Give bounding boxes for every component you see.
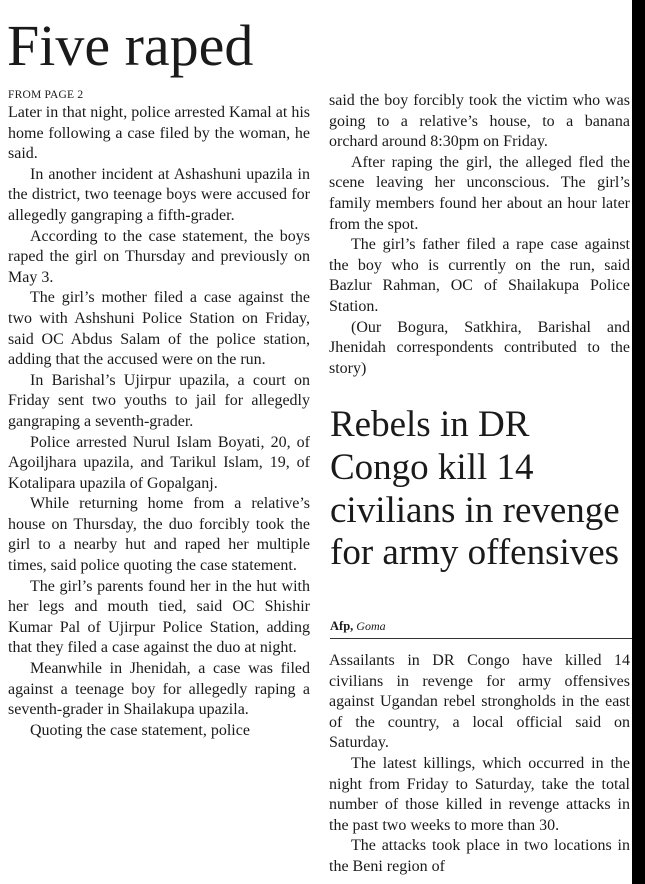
- congo-article-column: [329, 651, 630, 878]
- article-paragraph: Later in that night, police arrested Kamal at his home following a case filed by the woman, he said.: [8, 104, 310, 163]
- article-paragraph: After raping the girl, the alleged fled the scene leaving her unconscious. The girl’s family members found her about an hour later from the spot.: [329, 153, 630, 233]
- byline-agency: Afp,: [330, 619, 354, 633]
- right-article-column-continued: [329, 91, 630, 379]
- headline-rebels-dr-congo: Rebels in DR Congo kill 14 civilians in revenge for army offensives: [330, 404, 620, 574]
- article-paragraph: said the boy forcibly took the victim who was going to a relative’s house, to a banana orchard around 8:30pm on Friday.: [329, 92, 630, 151]
- article-paragraph: Quoting the case statement, police: [30, 721, 250, 739]
- page-edge-bar: [632, 0, 645, 884]
- article-paragraph: In Barishal’s Ujirpur upazila, a court on Friday sent two youths to jail for allegedly gangraping a seventh-grader.: [8, 371, 310, 430]
- article-paragraph: While returning home from a relative’s house on Thursday, the duo forcibly took the girl to a nearby hut and raped her multiple times, said police quoting the case statement.: [8, 495, 310, 575]
- article-paragraph: The girl’s father filed a rape case against the boy who is currently on the run, said Bazlur Rahman, OC of Shailakupa Police Station.: [329, 236, 630, 315]
- byline-place: Goma: [356, 619, 386, 633]
- contributors-note: (Our Bogura, Satkhira, Barishal and Jhenidah correspondents contributed to the story): [329, 318, 630, 377]
- left-article-column: [8, 88, 310, 741]
- article-paragraph: The latest killings, which occurred in the night from Friday to Saturday, take the total number of those killed in revenge attacks in the past two weeks to more than 30.: [329, 754, 630, 834]
- byline: [330, 618, 632, 639]
- article-paragraph: According to the case statement, the boys raped the girl on Thursday and previously on May 3.: [8, 227, 310, 286]
- article-paragraph: Assailants in DR Congo have killed 14 civilians in revenge for army offensives against Ugandan rebel strongholds in the east of the country, a local official said on Saturday.: [329, 652, 630, 752]
- headline-five-raped: Five raped: [7, 13, 254, 78]
- article-paragraph: Meanwhile in Jhenidah, a case was filed against a teenage boy for allegedly raping a seventh-grader in Shailakupa upazila.: [8, 660, 310, 719]
- article-paragraph: The girl’s parents found her in the hut with her legs and mouth tied, said OC Shishir Kumar Pal of Ujirpur Police Station, adding that they filed a case against the duo at night.: [8, 577, 310, 657]
- article-paragraph: In another incident at Ashashuni upazila in the district, two teenage boys were accused for allegedly gangraping a fifth-grader.: [8, 165, 310, 224]
- article-paragraph: The attacks took place in two locations in the Beni region of: [329, 837, 630, 875]
- from-page-kicker: FROM PAGE 2: [8, 89, 84, 101]
- article-paragraph: The girl’s mother filed a case against the two with Ashshuni Police Station on Friday, said OC Abdus Salam of the police station, adding that the accused were on the run.: [8, 289, 310, 369]
- article-paragraph: Police arrested Nurul Islam Boyati, 20, of Agoiljhara upazila, and Tarikul Islam, 19, of Kotalipara upazila of Gopalganj.: [8, 433, 310, 492]
